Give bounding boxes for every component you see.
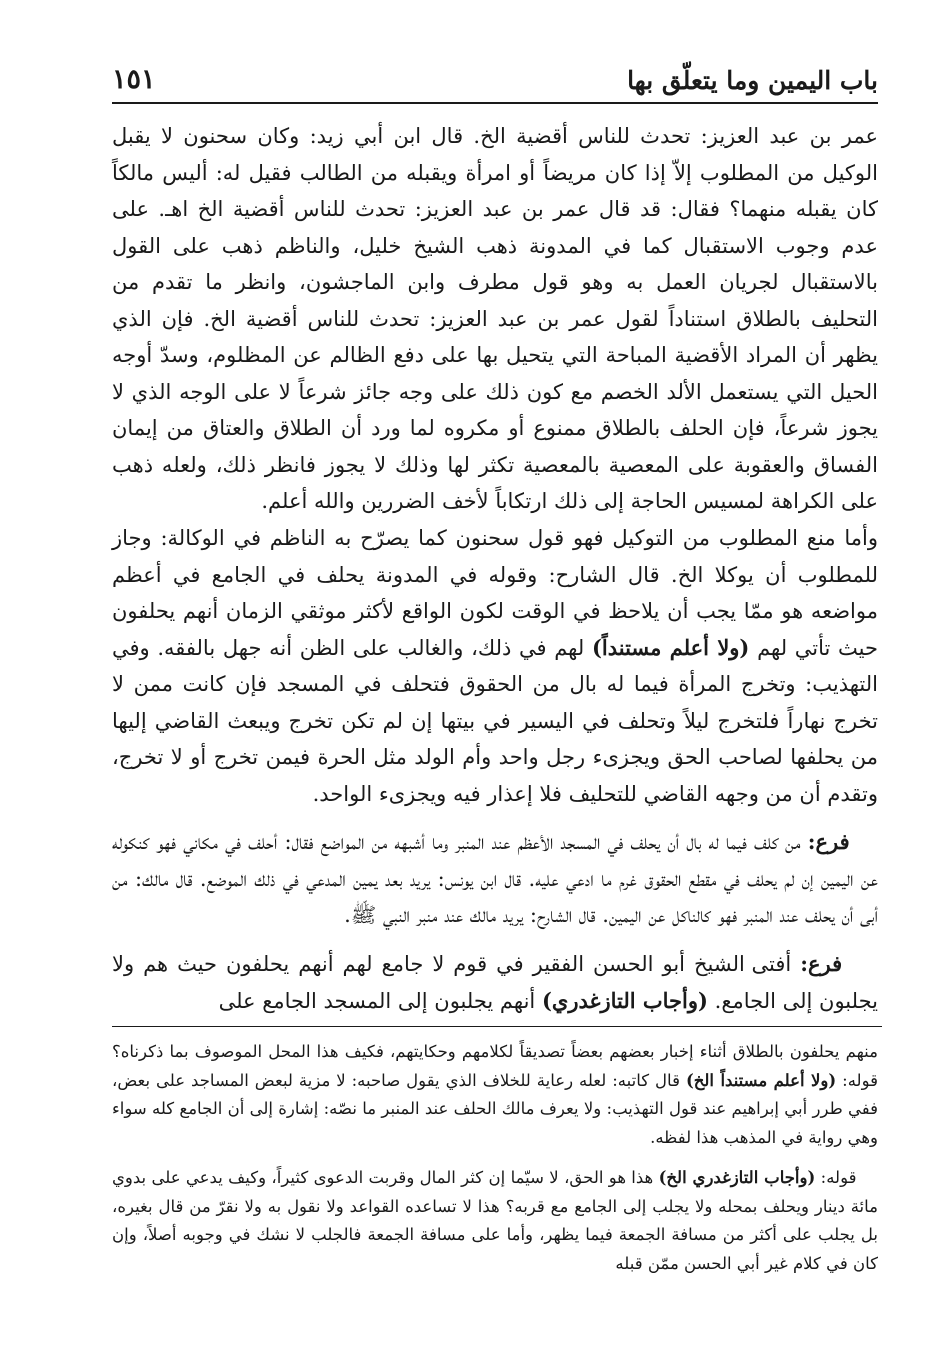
quoted-phrase: (ولا أعلم مستنداً) [591, 634, 750, 660]
paragraph-2 [112, 520, 878, 812]
footnote-2-text-b: هذا هو الحق، لا سيّما إن كثر المال وقربت الدعوى كثيراً، وكيف يدعي على بدوي مائة دينار ويحلف بمحله ولا يجلب إلى الجامع مع قربه؟ هذا لا تساعده القواعد ولا نقول به ولا نقرّ من قال بغيره، بل يجلب على أكثر من مسافة الجمعة فيما يظهر، وأما على مسافة الجمعة فالجلب لا نشك في وجوبه أصلاً، وإن كان في كلام غير أبي الحسن ممّن قبله [112, 1168, 878, 1273]
chapter-title: باب اليمين وما يتعلّق بها [627, 66, 878, 95]
paragraph-4-text-b: أنهم يجلبون إلى المسجد الجامع على [218, 988, 536, 1013]
paragraph-3 [112, 824, 878, 934]
page-header [112, 62, 878, 104]
page-number: ١٥١ [112, 64, 156, 95]
footnote-2-text-a: قوله: [820, 1168, 857, 1187]
footnotes [112, 1038, 878, 1278]
quoted-phrase: (ولا أعلم مستنداً الخ) [685, 1070, 837, 1090]
section-lead: فرع: [800, 951, 843, 977]
paragraph-2-text-b: لهم في ذلك، والغالب على الظن أنه جهل بالفقه. وفي التهذيب: وتخرج المرأة فيما له بال من الحقوق فتحلف في المسجد فإن كانت ممن لا تخرج نهاراً فلتخرج ليلاً وتحلف في اليسير في بيتها إن لم تكن تخرج ويبعث القاضي إليها من يحلفها لصاحب الحق ويجزىء رجل واحد وأم الولد مثل الحرة فيمن تخرج أو لا تخرج، وتقدم أن من وجهه القاضي للتحليف فلا إعذار فيه ويجزىء الواحد. [112, 635, 878, 806]
quoted-phrase: (وأجاب التازغدري الخ) [658, 1168, 816, 1187]
paragraph-4 [112, 946, 878, 1019]
footnote-1-text-a: منهم يحلفون بالطلاق أثناء إخبار بعضهم بعضاً تصديقاً لكلامهم وحكايتهم، فكيف هذا المحل الموصوف بما ذكرناه؟ قوله: [112, 1042, 879, 1090]
paragraph-2-text-a: وأما منع المطلوب من التوكيل فهو قول سحنون كما يصرّح به الناظم في الوكالة: وجاز للمطلوب أن يوكلا الخ. قال الشارح: وقوله في المدونة يحلف في الجامع في أعظم مواضعه هو ممّا يجب أن يلاحظ في الوقت لكون الواقع لأكثر موثقي الزمان أنهم يحلفون حيث تأتي لهم [112, 526, 878, 660]
paragraph-4-text-a: أفتى الشيخ أبو الحسن الفقير في قوم لا جامع لهم أنهم يحلفون حيث هم ولا يجلبون إلى الجامع. [112, 952, 878, 1013]
quoted-phrase: (وأجاب التازغدري) [541, 987, 708, 1013]
footnote-1-text-b: قال كاتبه: لعله رعاية للخلاف الذي يقول صاحبه: لا مزية لبعض المساجد على بعض، ففي طرر أبي إبراهيم عند قول التهذيب: ولا يعرف مالك الحلف عند المنبر ما نصّه: إشارة إلى أن الجامع كله سواء وهي رواية في المذهب هذا لفظه. [112, 1070, 878, 1147]
paragraph-3-text: من كلف فيما له بال أن يحلف في المسجد الأعظم عند المنبر وما أشبهه من المواضع فقال: أحلف في مكاني فهو كنكوله عن اليمين إن لم يحلف في مقطع الحقوق غرم ما ادعي عليه. قال ابن يونس: يريد بعد يمين المدعي في ذلك الموضع. قال مالك: من أبى أن يحلف عند المنبر فهو كالناكل عن اليمين. قال الشارح: يريد مالك عند منبر النبي ﷺ. [112, 830, 878, 928]
footnote-1 [112, 1038, 878, 1152]
section-lead: فرع: [807, 829, 850, 855]
paragraph-1: عمر بن عبد العزيز: تحدث للناس أقضية الخ. قال ابن أبي زيد: وكان سحنون لا يقبل الوكيل من المطلوب إلاّ إذا كان مريضاً أو امرأة ويقبله من الطالب فقيل له: أليس مالكاً كان يقبله منهما؟ فقال: قد قال عمر بن عبد العزيز: تحدث للناس أقضية الخ اهـ. على عدم وجوب الاستقبال كما في المدونة ذهب الشيخ خليل، والناظم ذهب على القول بالاستقبال لجريان العمل به وهو قول مطرف وابن الماجشون، وانظر ما تقدم من التحليف بالطلاق استناداً لقول عمر بن عبد العزيز: تحدث للناس أقضية الخ. فإن الذي يظهر أن المراد الأقضية المباحة التي يتحيل بها على دفع الظالم عن المظلوم، وسدّ أوجه الحيل التي يستعمل الألد الخصم مع كون ذلك على وجه جائز شرعاً لا على الوجه الذي لا يجوز شرعاً، فإن الحلف بالطلاق ممنوع أو مكروه لما ورد أن الطلاق والعتاق من إيمان الفساق والعقوبة على المعصية بالمعصية تكثر لها وذلك لا يجوز فانظر ذلك، ولعله ذهب على الكراهة لمسيس الحاجة إلى ذلك ارتكاباً لأخف الضررين والله أعلم. [112, 124, 878, 514]
footnote-2 [112, 1164, 878, 1278]
footnote-divider [112, 1026, 882, 1027]
main-text [112, 118, 878, 1019]
